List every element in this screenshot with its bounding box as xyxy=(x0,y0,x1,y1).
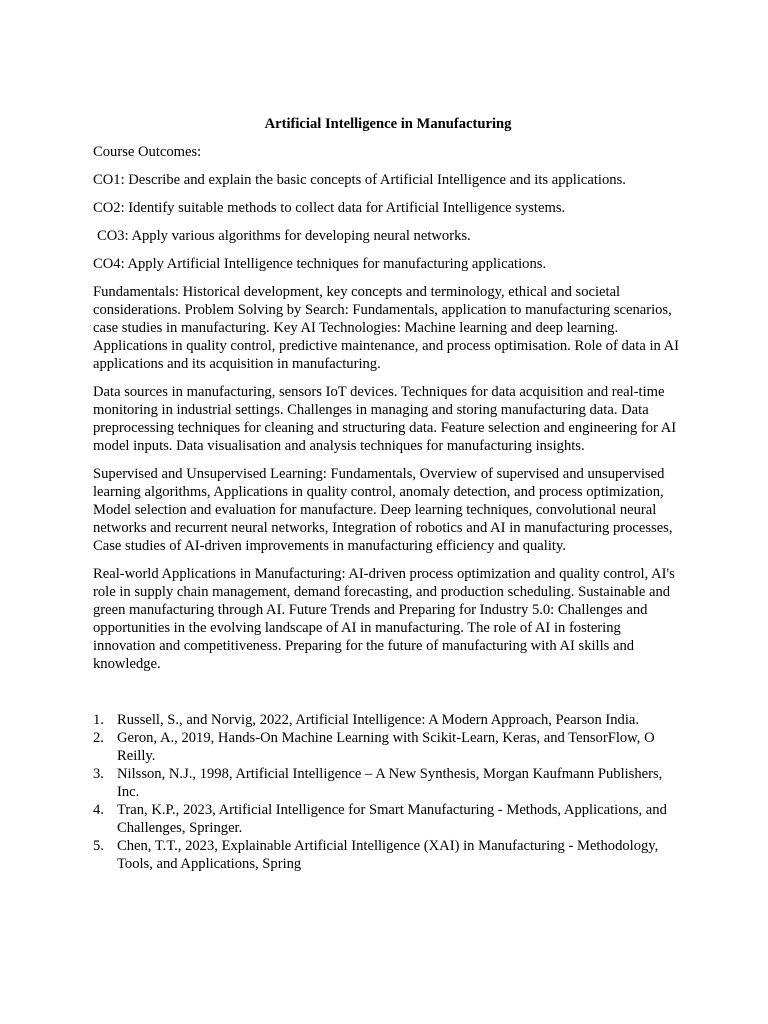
course-outcome-2: CO2: Identify suitable methods to collect data for Artificial Intelligence systems. xyxy=(93,200,566,216)
reference-text: Russell, S., and Norvig, 2022, Artificial Intelligence: A Modern Approach, Pearson India. xyxy=(117,712,640,728)
course-outcome-4: CO4: Apply Artificial Intelligence techniques for manufacturing applications. xyxy=(93,256,547,272)
course-outcome-3: CO3: Apply various algorithms for developing neural networks. xyxy=(97,228,471,244)
reference-number: 1. xyxy=(93,712,104,728)
document-title: Artificial Intelligence in Manufacturing xyxy=(264,116,512,132)
reference-number: 4. xyxy=(93,802,104,818)
paragraph-data-sources: Data sources in manufacturing, sensors IoT devices. Techniques for data acquisition and real-time monitoring in industrial settings. Challenges in managing and storing manufacturing data. Data preprocessing techniques for cleaning and structuring data. Feature selection and engineering for AI model inputs. Data visualisation and analysis techniques for manufacturing insights. xyxy=(93,384,677,454)
reference-text: Geron, A., 2019, Hands-On Machine Learning with Scikit-Learn, Keras, and TensorFlow, O Reilly. xyxy=(117,730,655,764)
reference-item xyxy=(93,729,683,765)
paragraph-fundamentals: Fundamentals: Historical development, key concepts and terminology, ethical and societal considerations. Problem Solving by Search: Fundamentals, application to manufacturing scenarios, case studies in manufacturing. Key AI Technologies: Machine learning and deep learning. Applications in quality control, predictive maintenance, and process optimisation. Role of data in AI applications and its acquisition in manufacturing. xyxy=(93,284,680,372)
reference-item xyxy=(93,837,683,873)
reference-number: 3. xyxy=(93,766,104,782)
course-outcome-1: CO1: Describe and explain the basic concepts of Artificial Intelligence and its applications. xyxy=(93,172,626,188)
reference-item xyxy=(93,765,683,801)
reference-text: Tran, K.P., 2023, Artificial Intelligence for Smart Manufacturing - Methods, Applications, and Challenges, Springer. xyxy=(117,802,667,836)
course-outcomes-heading: Course Outcomes: xyxy=(93,144,202,160)
reference-item xyxy=(93,801,683,837)
reference-list xyxy=(93,711,683,873)
reference-item xyxy=(93,711,683,729)
reference-number: 5. xyxy=(93,838,104,854)
reference-text: Chen, T.T., 2023, Explainable Artificial Intelligence (XAI) in Manufacturing - Methodology, Tools, and Applications, Spring xyxy=(117,838,659,872)
paragraph-applications: Real-world Applications in Manufacturing: AI-driven process optimization and quality control, AI's role in supply chain management, demand forecasting, and production scheduling. Sustainable and green manufacturing through AI. Future Trends and Preparing for Industry 5.0: Challenges and opportunities in the evolving landscape of AI in manufacturing. The role of AI in fostering innovation and competitiveness. Preparing for the future of manufacturing with AI skills and knowledge. xyxy=(93,566,675,672)
paragraph-learning: Supervised and Unsupervised Learning: Fundamentals, Overview of supervised and unsupervised learning algorithms, Applications in quality control, anomaly detection, and process optimization, Model selection and evaluation for manufacture. Deep learning techniques, convolutional neural networks and recurrent neural networks, Integration of robotics and AI in manufacturing processes, Case studies of AI-driven improvements in manufacturing efficiency and quality. xyxy=(93,466,673,554)
document-body xyxy=(93,115,683,873)
reference-text: Nilsson, N.J., 1998, Artificial Intelligence – A New Synthesis, Morgan Kaufmann Publishers, Inc. xyxy=(117,766,663,800)
reference-number: 2. xyxy=(93,730,104,746)
section-spacer xyxy=(93,683,683,711)
